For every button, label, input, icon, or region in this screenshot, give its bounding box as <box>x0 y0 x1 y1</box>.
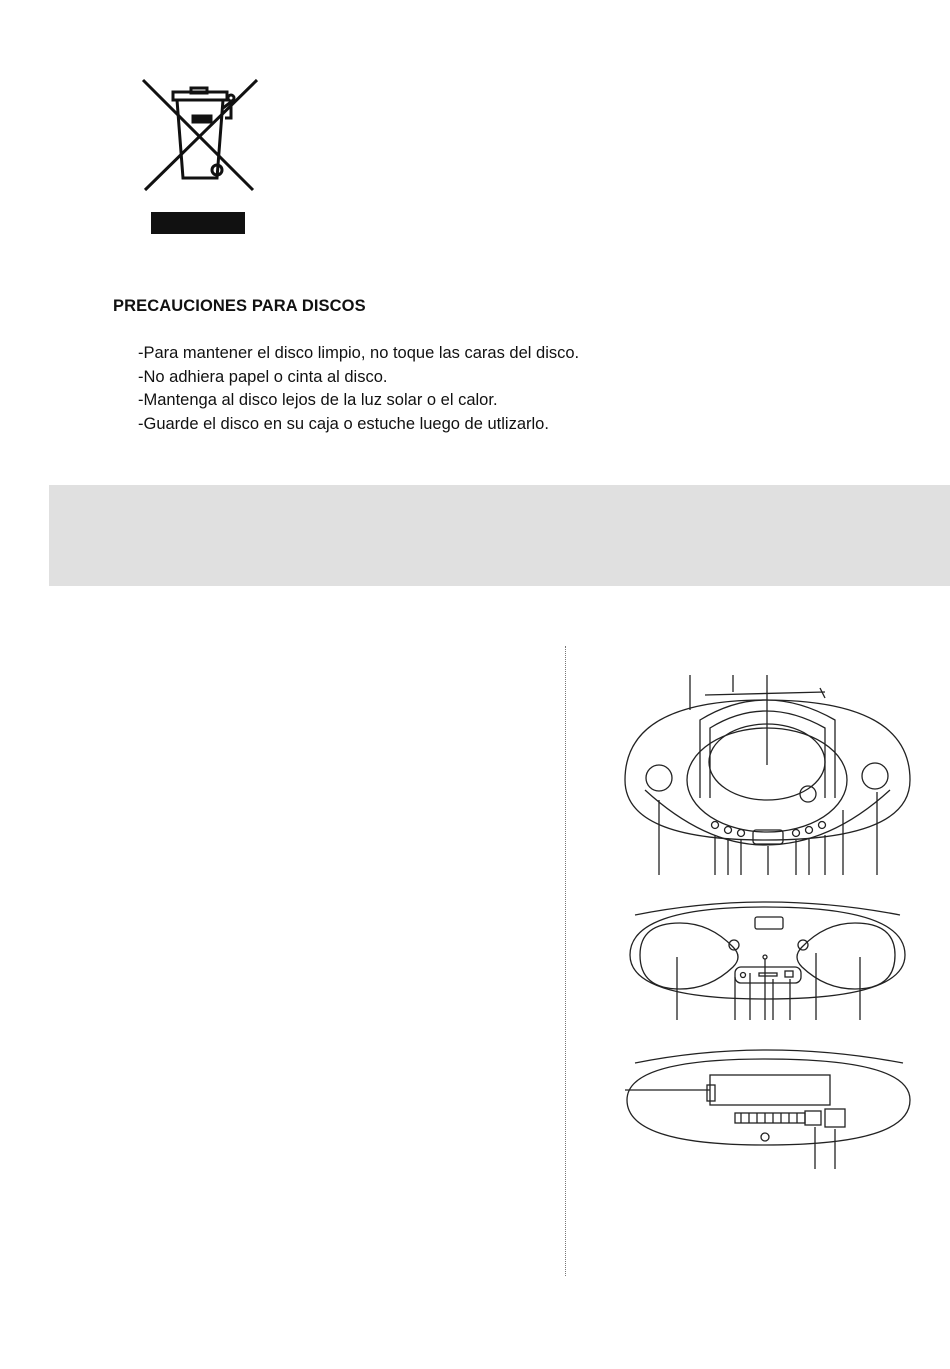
weee-bin-icon <box>135 78 265 198</box>
boombox-front-view-diagram <box>615 895 920 1025</box>
precautions-list <box>138 342 579 436</box>
list-item: -Para mantener el disco limpio, no toque las caras del disco. <box>138 344 580 362</box>
column-divider <box>565 646 566 1276</box>
precautions-title: PRECAUCIONES PARA DISCOS <box>113 297 366 315</box>
list-item: -Mantenga al disco lejos de la luz solar o el calor. <box>138 391 498 409</box>
boombox-top-view-diagram <box>615 670 920 880</box>
list-item: -No adhiera papel o cinta al disco. <box>138 367 388 386</box>
boombox-back-view-diagram <box>615 1045 920 1175</box>
weee-bar <box>151 212 245 234</box>
list-item: -Guarde el disco en su caja o estuche luego de utlizarlo. <box>138 414 549 433</box>
section-header-band <box>49 485 950 586</box>
